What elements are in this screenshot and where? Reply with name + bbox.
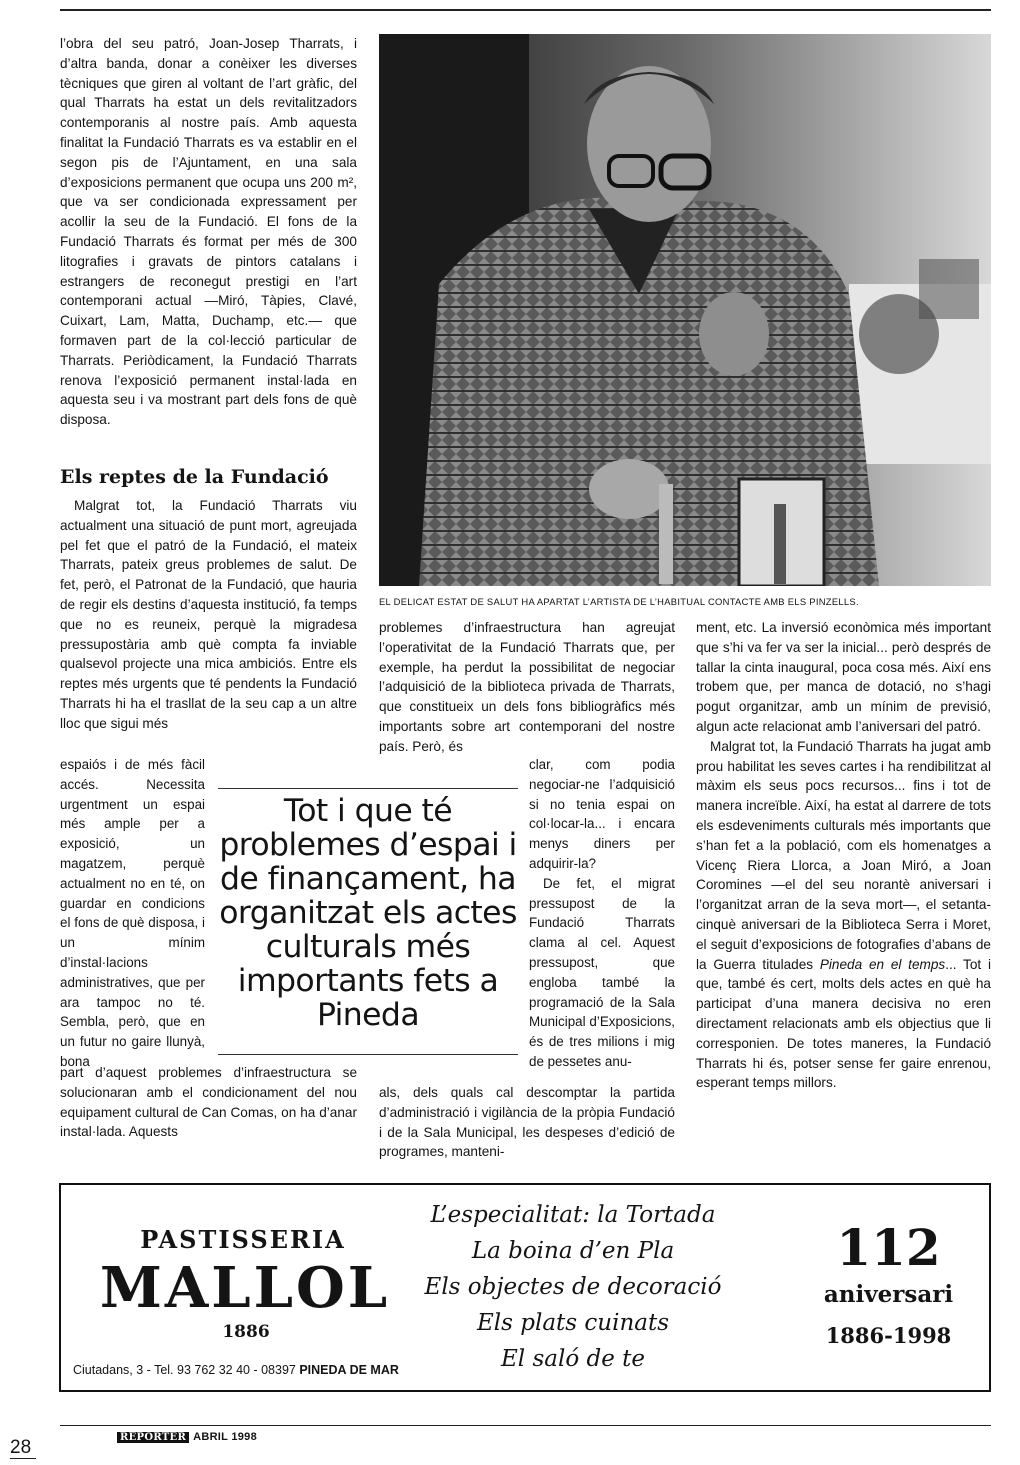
ad-line: La boina d’en Pla	[471, 1238, 675, 1264]
pull-quote	[218, 788, 518, 1056]
ad-year-range: 1886-1998	[825, 1323, 952, 1348]
ad-founding-year: 1886	[222, 1322, 270, 1342]
article-column-1d	[60, 1063, 357, 1142]
ad-anniversary-label: aniversari	[823, 1281, 954, 1308]
ad-line: L’especialitat: la Tortada	[430, 1202, 716, 1228]
ad-town: PINEDA DE MAR	[299, 1363, 399, 1377]
paragraph: problemes d’infraestructura han agreujat l’operativitat de la Fundació Tharrats que, per exemple, ha perdut la possibilitat de negociar l’adquisició de la biblioteca privada de Tharrats, que constitueix un dels fons bibliogràfics més importants sobre art contemporani del nostre país. Però, és	[379, 620, 675, 754]
article-column-1	[60, 34, 357, 430]
ad-specialities	[413, 1197, 733, 1377]
article-column-2b	[529, 755, 675, 1072]
paragraph: espaiós i de més fàcil accés. Necessita urgentment un espai més ample per a exposició, un magatzem, perquè actualment no en té, on guardar en condicions el fons de què disposa, i un mínim d’instal·lacions administratives, que per ara tampoc no té. Sembla, però, que en un futur no gaire llunyà, bona	[60, 757, 205, 1069]
paragraph	[696, 737, 991, 1093]
photo-caption: EL DELICAT ESTAT DE SALUT HA APARTAT L’ARTISTA DE L’HABITUAL CONTACTE AMB ELS PINZELLS.	[379, 596, 859, 607]
ad-anniversary-number: 112	[836, 1218, 941, 1277]
ad-line: El saló de te	[501, 1346, 645, 1372]
advertisement	[59, 1183, 991, 1392]
article-column-2a	[379, 618, 675, 757]
page-number-rule	[10, 1458, 36, 1459]
bottom-rule	[60, 1425, 991, 1426]
page-number: 28	[10, 1437, 32, 1458]
italic-title: Pineda en el temps	[819, 956, 946, 972]
pull-quote-rule-top	[218, 788, 518, 789]
article-column-1c	[60, 755, 205, 1072]
ad-shop-type: PASTISSERIA	[140, 1225, 346, 1254]
article-column-3	[696, 618, 991, 1093]
paragraph: als, dels quals cal descomptar la partida d’administració i vigilància de la pròpia Fundació i de la Sala Municipal, les despeses d’edició de programes, manteni-	[379, 1085, 675, 1160]
photo-illustration	[379, 34, 991, 586]
ad-address-text: Ciutadans, 3 - Tel. 93 762 32 40 - 08397	[73, 1363, 300, 1377]
paragraph: part d’aquest problemes d’infraestructura se solucionaran amb el condicionament del nou equipament cultural de Can Comas, on ha d’anar instal·lada. Aquests	[60, 1065, 357, 1140]
section-heading: Els reptes de la Fundació	[60, 466, 329, 488]
article-column-2c	[379, 1083, 675, 1162]
magazine-logo: REPORTER	[117, 1432, 189, 1443]
artist-photo	[379, 34, 991, 586]
paragraph: De fet, el migrat pressupost de la Fundació Tharrats clama al cel. Aquest pressupost, que engloba també la programació de la Sala Municipal d’Exposicions, és de tres milions i mig de pessetes anu-	[529, 875, 675, 1069]
ad-line: Els plats cuinats	[476, 1310, 670, 1336]
text-run: ... Tot i que, també és cert, molts dels actes en què ha participat d’una manera decisiva no eren directament relacionats amb els objectius que li corresponien. De totes maneres, la Fundació Tharrats hi és, potser sense fer gaire enrenou, esperant temps millors.	[696, 956, 991, 1091]
pull-quote-rule-bottom	[218, 1054, 518, 1055]
article-column-1b	[60, 496, 357, 734]
text-run: Malgrat tot, la Fundació Tharrats ha jugat amb prou habilitat les seves cartes i ha rendibilitzat al màxim els seus pocs recursos... fins i tot de manera increïble. Així, ha estat al darrere de tots els esdeveniments culturals més importants que s’han fet a la població, com els homenatges a Vicenç Riera Llorca, a Joan Miró, a Joan Coromines —el del seu norantè aniversari i l’organitzat arran de la seva mort—, el setanta-cinquè aniversari de la Biblioteca Serra i Moret, el seguit d’exposicions de fotografies d’abans de la Guerra titulades	[696, 738, 991, 972]
ad-shop-name: MALLOL	[99, 1255, 391, 1321]
pull-quote-text: Tot i que té problemes d’espai i de finançament, ha organitzat els actes culturals més importants fets a Pineda	[219, 793, 517, 1033]
top-rule	[60, 9, 991, 11]
footer-masthead	[117, 1431, 257, 1443]
issue-date: ABRIL 1998	[193, 1431, 258, 1443]
ad-line: Els objectes de decoració	[424, 1274, 722, 1300]
paragraph: clar, com podia negociar-ne l’adquisició si no tenia espai on col·locar-la... i encara menys diners per adquirir-la?	[529, 757, 675, 871]
paragraph: l’obra del seu patró, Joan-Josep Tharrats, i d’altra banda, donar a conèixer les diverses tècniques que giren al voltant de l’art gràfic, del qual Tharrats ha estat un dels revitalitzadors contemporanis al nostre país. Amb aquesta finalitat la Fundació Tharrats es va establir en el segon pis de l’Ajuntament, en una sala d’exposicions permanent que ocupa uns 200 m², que va ser condicionada expressament per acollir la seu de la Fundació. El fons de la Fundació Tharrats és format per més de 300 litografies i gravats de pintors catalans i estrangers de reconegut prestigi en l’art contemporani actual —Miró, Tàpies, Clavé, Cuixart, Lam, Matta, Duchamp, etc.— que formaven part de la col·lecció particular de Tharrats. Periòdicament, la Fundació Tharrats renova l’exposició permanent instal·lada en aquesta seu i va mostrant part dels fons de què disposa.	[60, 36, 357, 428]
paragraph: Malgrat tot, la Fundació Tharrats viu actualment una situació de punt mort, agreujada pel fet que el patró de la Fundació, el mateix Tharrats, pateix greus problemes de salut. De fet, però, el Patronat de la Fundació, que hauria de regir els destins d’aquesta institució, fa temps que no es reuneix, perquè la migradesa pressupostària amb què compta fa inviable qualsevol projecte una mica ambiciós. Entre els reptes més urgents que té pendents la Fundació Tharrats hi ha el trasllat de la seu cap a un altre lloc que sigui més	[60, 498, 357, 731]
paragraph: ment, etc. La inversió econòmica més important que s’hi va fer va ser la inicial... però després de tallar la cinta inaugural, poca cosa més. Així ens trobem que, per manca de dotació, no s’hagi pogut organitzar, amb un mínim de previsió, algun acte relacionat amb l’aniversari del patró.	[696, 620, 991, 734]
